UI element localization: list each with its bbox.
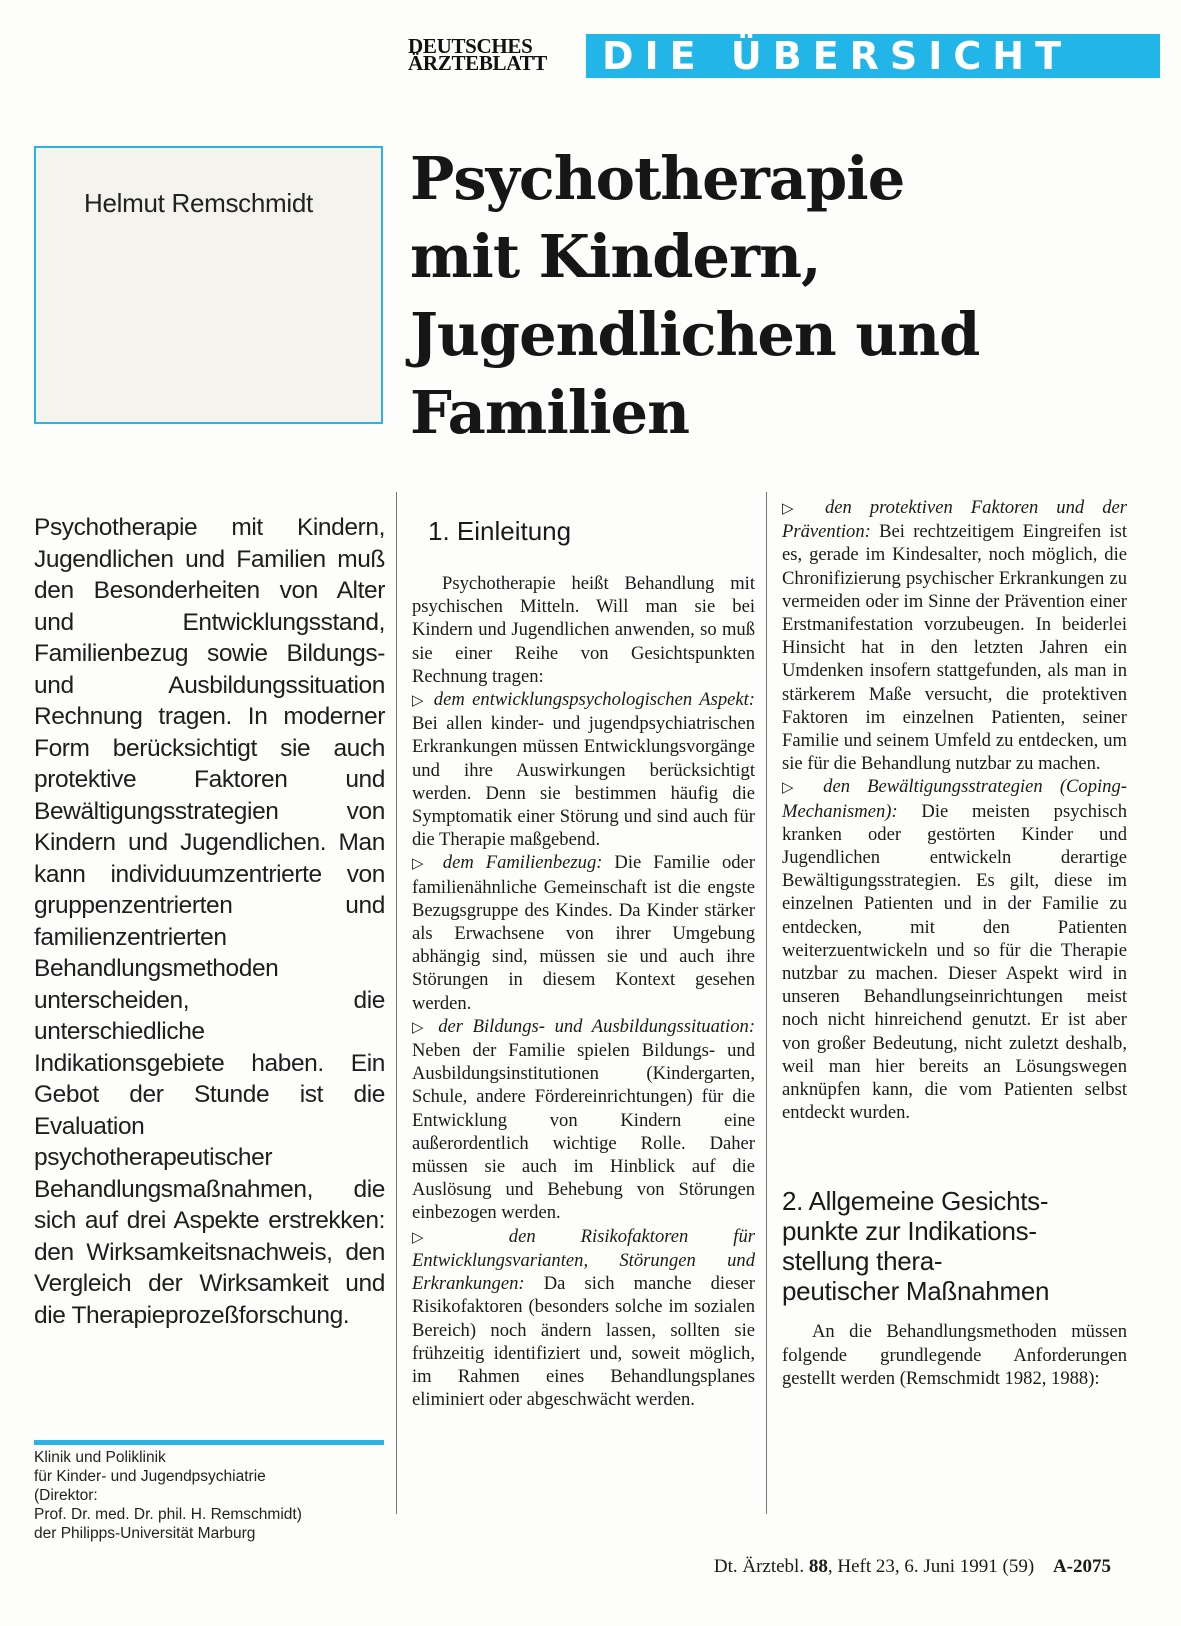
list-item-text: Die meisten psychisch kranken oder gestörten Kinder und Jugendlichen entwickeln derartige Bewältigungsstrategien. Es gilt, diese im einzelnen Patienten und in der Familie zu entdecken, mit den Patienten weiterzuentwickeln und so für die Therapie nutzbar zu machen. Dieser Aspekt wird in unseren Behandlungseinrichtungen meist noch nicht hinreichend genutzt. Er ist aber von großer Bedeutung, nicht zuletzt deshalb, weil man hier bereits an Lösungswegen anknüpfen kann, die vom Patienten selbst entdeckt wurden. xyxy=(782,800,1127,1124)
affiliation xyxy=(34,1448,384,1543)
list-item-lead: der Bildungs- und Ausbildungssituation: xyxy=(438,1015,756,1037)
affiliation-line: für Kinder- und Jugendpsychiatrie xyxy=(34,1468,266,1485)
section-label: DIE ÜBERSICHT xyxy=(602,34,1073,78)
column-rule xyxy=(766,492,767,1514)
footer-journal: Dt. Ärztebl. xyxy=(713,1556,805,1577)
list-item-lead: den Bewältigungsstrategien (Coping-Mechanismen): xyxy=(782,776,1127,822)
triangle-bullet-icon: ▷ xyxy=(412,691,427,710)
triangle-bullet-icon: ▷ xyxy=(782,499,807,517)
section-gap xyxy=(782,1124,1127,1186)
article-title xyxy=(410,140,1150,452)
list-item xyxy=(782,775,1127,1124)
column-2 xyxy=(412,516,755,1411)
heading-line: 2. Allgemeine Gesichts- xyxy=(782,1186,1049,1217)
list-item xyxy=(412,688,755,851)
list-item-text: Da sich manche dieser Risikofaktoren (besonders solche im sozialen Bereich) noch ändern lassen, sollten sie frühzeitig identifiziert und, soweit möglich, im Rahmen eines Behandlungsplanes eliminiert oder abgeschwächt werden. xyxy=(412,1273,755,1411)
triangle-bullet-icon: ▷ xyxy=(412,1227,464,1246)
triangle-bullet-icon: ▷ xyxy=(412,1017,429,1036)
title-line: mit Kindern, xyxy=(410,222,821,291)
section-1-intro: Psychotherapie heißt Behandlung mit psychischen Mitteln. Will man sie bei Kindern und Jugendlichen anwenden, so muß sie einer Reihe von Gesichtspunkten Rechnung tragen: xyxy=(412,573,755,687)
triangle-bullet-icon: ▷ xyxy=(412,854,431,873)
list-item-lead: den protektiven Faktoren und der Prävention: xyxy=(782,497,1127,543)
journal-logo xyxy=(408,34,580,75)
section-1-heading: 1. Einleitung xyxy=(428,516,572,546)
title-line: Jugendlichen und xyxy=(410,300,980,369)
title-line: Familien xyxy=(410,378,689,447)
triangle-bullet-icon: ▷ xyxy=(782,778,807,797)
list-item-lead: den Risikofaktoren für Entwicklungsvarianten, Störungen und Erkrankungen: xyxy=(412,1225,755,1295)
logo-line-1: DEUTSCHES xyxy=(408,34,533,58)
title-line: Psychotherapie xyxy=(410,144,905,213)
section-banner xyxy=(586,34,1160,78)
column-rule xyxy=(396,492,397,1514)
abstract: Psychotherapie mit Kindern, Jugendlichen und Familien muß den Besonderheiten von Alter und Entwicklungsstand, Familienbezug sowie Bildungs- und Ausbildungssituation Rechnung tragen. In moderner Form berücksichtigt sie auch protektive Faktoren und Bewältigungsstrategien von Kindern und Jugendlichen. Man kann individuumzentrierte von gruppenzentrierten und familienzentrierten Behandlungsmethoden unterscheiden, die unterschiedliche Indikationsgebiete haben. Ein Gebot der Stunde ist die Evaluation psychotherapeutischer Behandlungsmaßnahmen, die sich auf drei Aspekte erstrekken: den Wirksamkeitsnachweis, den Vergleich der Wirksamkeit und die Therapieprozeßforschung. xyxy=(34,514,385,1329)
footer-volume: 88 xyxy=(808,1556,828,1577)
affiliation-line: Klinik und Poliklinik xyxy=(34,1449,166,1466)
list-item xyxy=(412,1015,755,1225)
affiliation-rule xyxy=(34,1440,384,1445)
list-item-text: Bei rechtzeitigem Eingreifen ist es, gerade im Kindesalter, noch möglich, die Chronifizierung psychischer Erkrankungen zu vermeiden oder im Sinne der Prävention einer Erstmanifestation vorzubeugen. In beiderlei Hinsicht hat in den letzten Jahren ein Umdenken insofern stattgefunden, als man in stärkerem Maße versucht, die protektiven Faktoren im einzelnen Patienten, seiner Familie und seinem Umfeld zu entdecken, um sie für die Behandlung nutzbar zu machen. xyxy=(782,521,1127,775)
masthead xyxy=(408,34,1160,78)
list-item-lead: dem Familienbezug: xyxy=(442,852,603,874)
footer-issue: , Heft 23, 6. Juni 1991 (59) xyxy=(827,1556,1035,1577)
heading-line: stellung thera- xyxy=(782,1246,943,1277)
section-2-heading xyxy=(782,1186,1127,1306)
page-number: A-2075 xyxy=(1052,1556,1111,1577)
list-item xyxy=(412,1225,755,1412)
section-2-intro: An die Behandlungsmethoden müssen folgende grundlegende Anforderungen gestellt werden (Remschmidt 1982, 1988): xyxy=(782,1321,1127,1389)
author-box xyxy=(34,146,383,424)
heading-line: punkte zur Indikations- xyxy=(782,1216,1037,1247)
page-footer xyxy=(714,1556,1111,1578)
logo-line-2: ÄRZTEBLATT xyxy=(408,51,547,75)
list-item xyxy=(412,851,755,1014)
affiliation-line: Prof. Dr. med. Dr. phil. H. Remschmidt) xyxy=(34,1506,302,1523)
affiliation-line: (Direktor: xyxy=(34,1487,98,1504)
affiliation-line: der Philipps-Universität Marburg xyxy=(34,1525,256,1542)
author-name: Helmut Remschmidt xyxy=(84,188,313,218)
list-item-lead: dem entwicklungspsychologischen Aspekt: xyxy=(433,689,755,711)
heading-line: peutischer Maßnahmen xyxy=(782,1276,1050,1307)
list-item xyxy=(782,496,1127,775)
list-item-text: Neben der Familie spielen Bildungs- und Ausbildungsinstitutionen (Kindergarten, Schule, andere Fördereinrichtungen) für die Entwicklung von Kindern eine außerordentlich wichtige Rolle. Daher müssen sie auch im Hinblick auf die Auslösung und Behebung von Störungen einbezogen werden. xyxy=(412,1040,755,1224)
list-item-text: Bei allen kinder- und jugendpsychiatrischen Erkrankungen müssen Entwicklungsvorgänge und ihre Auswirkungen berücksichtigt werden. Denn sie bestimmen häufig die Symptomatik einer Störung und sind auch für die Therapie maßgebend. xyxy=(412,713,755,851)
list-item-text: Die Familie oder familienähnliche Gemeinschaft ist die engste Bezugsgruppe des Kindes. Da Kinder stärker als Erwachsene von ihrer Umgebung abhängig sind, müssen sie und auch ihre Störungen in diesem Kontext gesehen werden. xyxy=(412,852,755,1014)
column-3 xyxy=(782,496,1127,1390)
